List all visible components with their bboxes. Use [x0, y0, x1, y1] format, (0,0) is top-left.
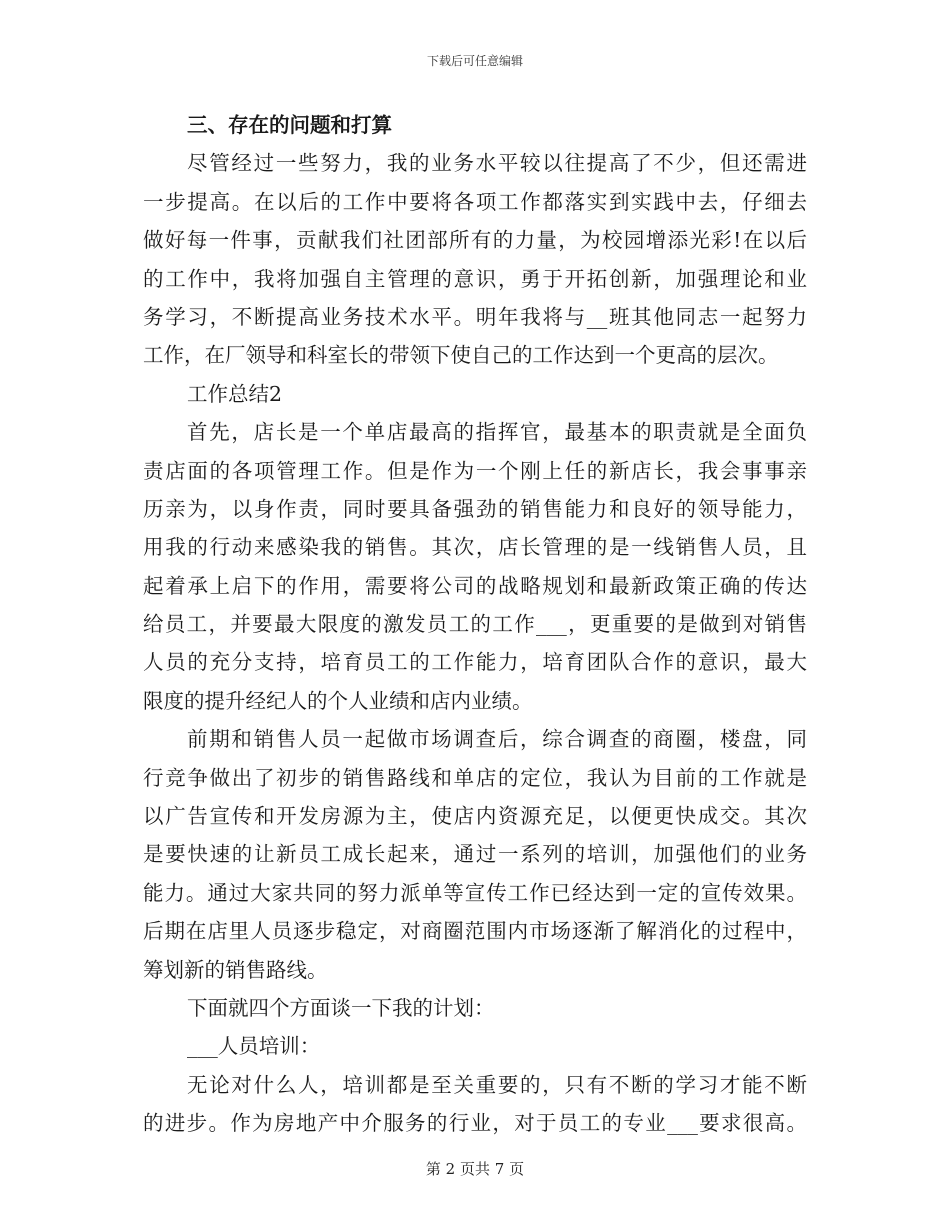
text-line: 尽管经过一些努力，我的业务水平较以往提高了不少，但还需进 — [187, 151, 807, 176]
text-line: 给员工，并要最大限度的激发员工的工作___，更重要的是做到对销售 — [143, 612, 807, 637]
text-line: ___人员培训： — [187, 1034, 321, 1059]
text-line: 的进步。作为房地产中介服务的行业，对于员工的专业___要求很高。 — [143, 1111, 807, 1136]
text-line: 首先，店长是一个单店最高的指挥官，最基本的职责就是全面负 — [187, 420, 807, 445]
text-line: 的工作中，我将加强自主管理的意识，勇于开拓创新，加强理论和业 — [143, 266, 807, 291]
text-line: 起着承上启下的作用，需要将公司的战略规划和最新政策正确的传达 — [143, 573, 807, 598]
text-line: 以广告宣传和开发房源为主，使店内资源充足，以便更快成交。其次 — [143, 804, 807, 829]
text-line: 一步提高。在以后的工作中要将各项工作都落实到实践中去，仔细去 — [143, 189, 807, 214]
text-line: 务学习，不断提高业务技术水平。明年我将与__班其他同志一起努力 — [143, 304, 807, 329]
text-line: 工作总结2 — [187, 381, 283, 406]
text-line: 无论对什么人，培训都是至关重要的，只有不断的学习才能不断 — [187, 1072, 807, 1097]
text-line: 能力。通过大家共同的努力派单等宣传工作已经达到一定的宣传效果。 — [143, 880, 807, 905]
text-line: 行竞争做出了初步的销售路线和单店的定位，我认为目前的工作就是 — [143, 765, 807, 790]
text-line: 三、存在的问题和打算 — [187, 113, 392, 137]
text-line: 历亲为，以身作责，同时要具备强劲的销售能力和良好的领导能力， — [143, 496, 807, 521]
page-header: 下载后可任意编辑 — [426, 54, 523, 68]
text-line: 工作，在厂领导和科室长的带领下使自己的工作达到一个更高的层次。 — [143, 343, 779, 368]
text-line: 筹划新的销售路线。 — [143, 957, 328, 982]
text-line: 下面就四个方面谈一下我的计划： — [187, 995, 495, 1020]
text-line: 责店面的各项管理工作。但是作为一个刚上任的新店长，我会事事亲 — [143, 458, 807, 483]
text-line: 人员的充分支持，培育员工的工作能力，培育团队合作的意识，最大 — [143, 650, 807, 675]
text-line: 限度的提升经纪人的个人业绩和店内业绩。 — [143, 688, 533, 713]
text-line: 是要快速的让新员工成长起来，通过一系列的培训，加强他们的业务 — [143, 842, 807, 867]
document-body — [143, 106, 807, 1143]
page-footer: 第 2 页共 7 页 — [425, 1160, 525, 1178]
text-line: 后期在店里人员逐步稳定，对商圈范围内市场逐渐了解消化的过程中， — [143, 919, 807, 944]
text-line: 用我的行动来感染我的销售。其次，店长管理的是一线销售人员，且 — [143, 535, 807, 560]
text-line: 做好每一件事，贡献我们社团部所有的力量，为校园增添光彩!在以后 — [143, 228, 807, 253]
text-line: 前期和销售人员一起做市场调查后，综合调查的商圈，楼盘，同 — [187, 727, 807, 752]
